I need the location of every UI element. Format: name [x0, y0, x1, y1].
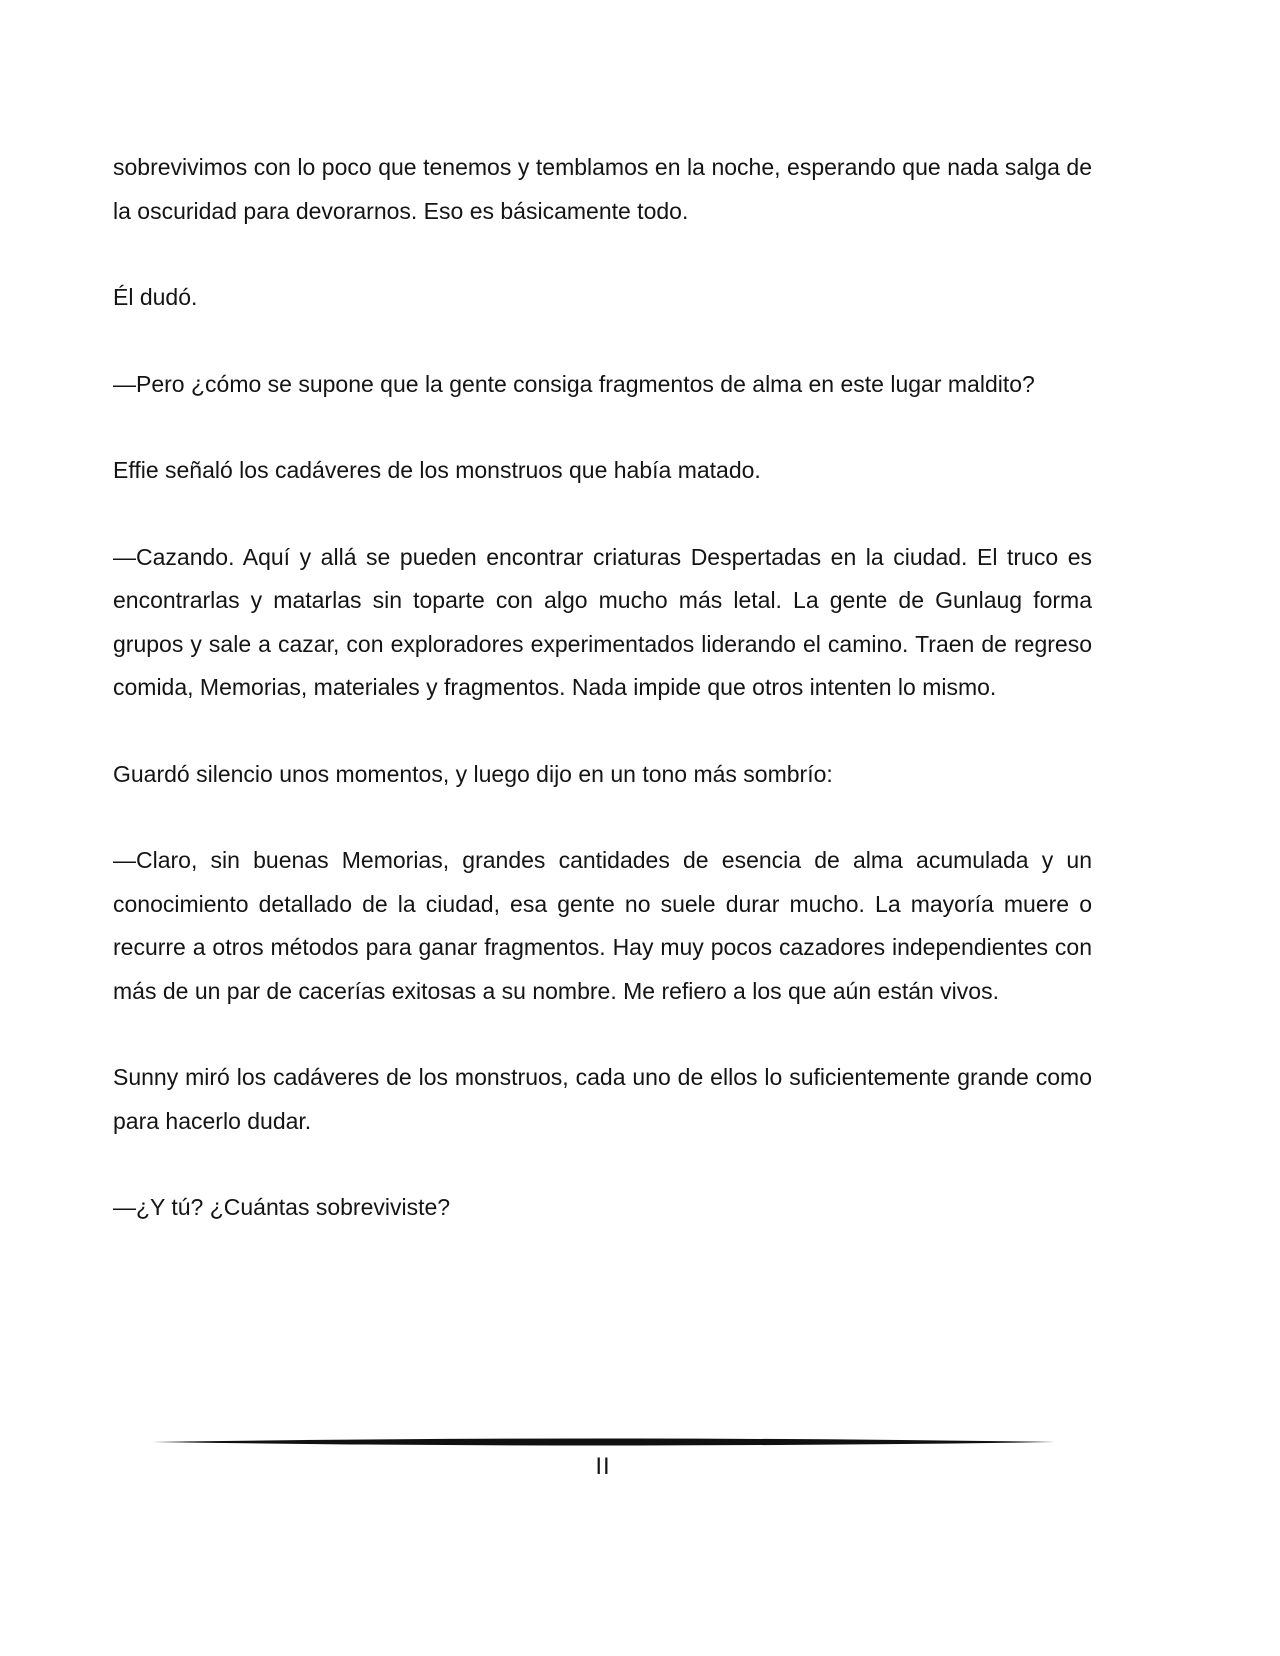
paragraph-7: —Claro, sin buenas Memorias, grandes cantidades de esencia de alma acumulada y un conocimiento detallado de la ciudad, esa gente no suele durar mucho. La mayoría muere o recurre a otros métodos para ganar fragmentos. Hay muy pocos cazadores independientes con más de un par de cacerías exitosas a su nombre. Me refiero a los que aún están vivos.: [113, 847, 1092, 1004]
paragraph-5: —Cazando. Aquí y allá se pueden encontrar criaturas Despertadas en la ciudad. El truco es encontrarlas y matarlas sin toparte con algo mucho más letal. La gente de Gunlaug forma grupos y sale a cazar, con exploradores experimentados liderando el camino. Traen de regreso comida, Memorias, materiales y fragmentos. Nada impide que otros intenten lo mismo.: [113, 543, 1092, 700]
paragraph-4: Effie señaló los cadáveres de los monstruos que había matado.: [113, 457, 761, 483]
paragraph-3: —Pero ¿cómo se supone que la gente consiga fragmentos de alma en este lugar maldito?: [113, 370, 1035, 397]
divider-swash: [152, 1439, 1055, 1446]
paragraph-2: Él dudó.: [113, 284, 198, 310]
footer-divider: [152, 1436, 1055, 1448]
page-number: II: [595, 1453, 611, 1480]
paragraph-8: Sunny miró los cadáveres de los monstruos, cada uno de ellos lo suficientemente grande como para hacerlo dudar.: [113, 1064, 1092, 1134]
paragraph-1: sobrevivimos con lo poco que tenemos y temblamos en la noche, esperando que nada salga de la oscuridad para devorarnos. Eso es básicamente todo.: [113, 154, 1092, 224]
paragraph-6: Guardó silencio unos momentos, y luego dijo en un tono más sombrío:: [113, 760, 833, 787]
paragraph-9: —¿Y tú? ¿Cuántas sobreviviste?: [113, 1194, 451, 1220]
page-body: [113, 146, 1092, 1273]
